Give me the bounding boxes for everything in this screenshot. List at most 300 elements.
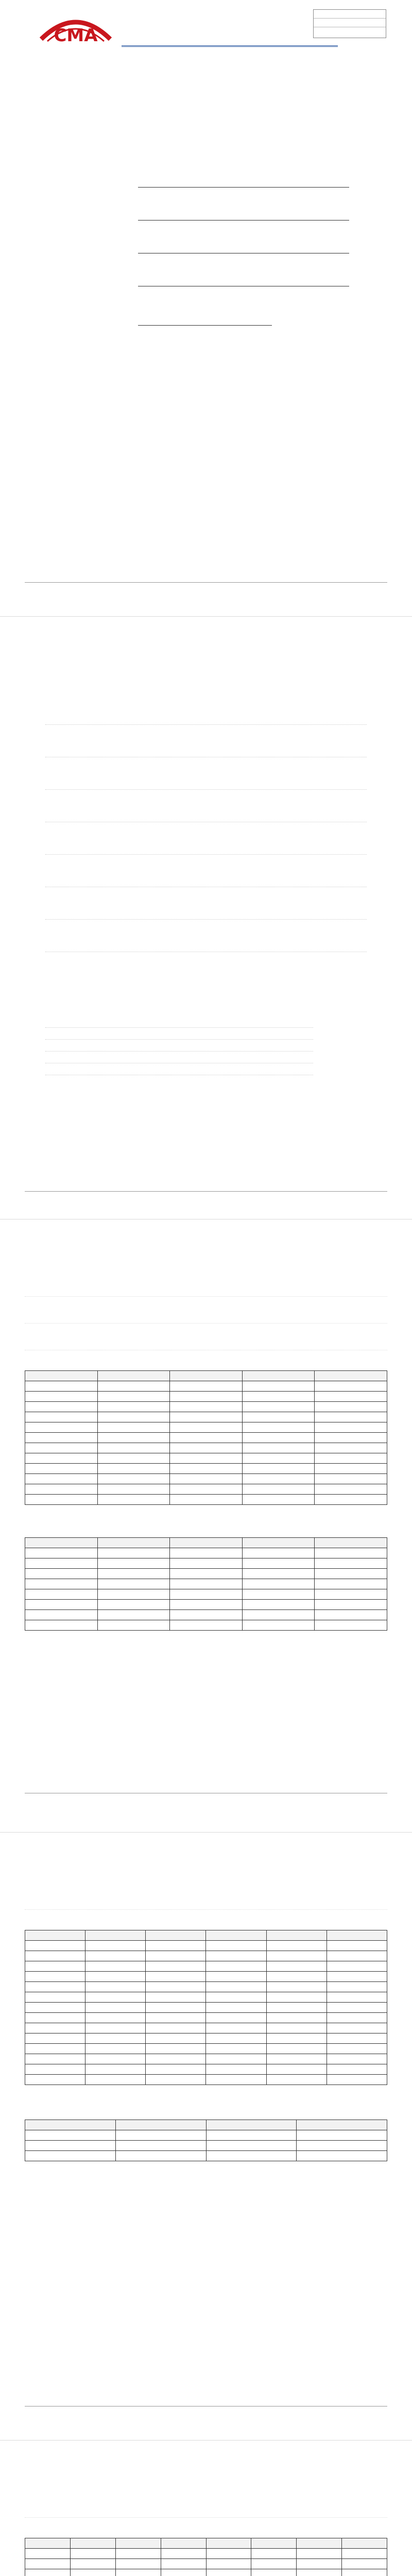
table-row (25, 1589, 387, 1600)
table-cell (161, 2569, 206, 2576)
table-cell (170, 1453, 243, 1464)
table-cell (327, 1972, 387, 1982)
table-cell (146, 1992, 206, 2003)
report-number-line (314, 27, 386, 36)
table-row (25, 1422, 387, 1433)
note-item (45, 799, 367, 822)
page-divider (0, 2440, 412, 2441)
table-cell (327, 2003, 387, 2013)
table-cell (170, 1392, 243, 1402)
table-cell (161, 2559, 206, 2569)
table-cell (315, 1548, 387, 1558)
table-row (25, 1620, 387, 1631)
table-cell (206, 2013, 266, 2023)
table-cell (170, 1402, 243, 1412)
table-cell (266, 2044, 327, 2054)
table-cell (97, 1433, 170, 1443)
table-cell (206, 1941, 266, 1951)
table-row (25, 1961, 387, 1972)
table-cell (25, 1402, 98, 1412)
table-cell (327, 2013, 387, 2023)
table-cell (315, 1600, 387, 1610)
table-cell (327, 2064, 387, 2075)
table-cell (25, 2033, 85, 2044)
results-table (25, 2538, 387, 2576)
table-cell (70, 2559, 115, 2569)
notes-title (25, 671, 387, 686)
table-cell (315, 1422, 387, 1433)
table-cell (170, 1422, 243, 1433)
table-cell (97, 1422, 170, 1433)
table-header-cell (242, 1371, 315, 1381)
table-cell (251, 2549, 297, 2559)
table-cell (97, 1610, 170, 1620)
table-row (25, 1558, 387, 1569)
table-row (25, 2559, 387, 2569)
table-cell (170, 1412, 243, 1422)
table-header-cell (206, 2120, 297, 2130)
table-caption (25, 1918, 387, 1927)
table-cell (25, 2549, 71, 2559)
table-row (25, 1443, 387, 1453)
table-cell (206, 2033, 266, 2044)
table-cell (315, 1484, 387, 1495)
table-cell (25, 1412, 98, 1422)
table-cell (25, 2141, 116, 2151)
table-cell (97, 1443, 170, 1453)
table-cell (206, 2130, 297, 2141)
table-row (25, 1941, 387, 1951)
table-cell (25, 1600, 98, 1610)
table-cell (242, 1620, 315, 1631)
table-cell (266, 1951, 327, 1961)
table-cell (25, 2003, 85, 2013)
table-cell (25, 1992, 85, 2003)
cover-field-client (61, 203, 349, 221)
table-cell (242, 1412, 315, 1422)
table-header-cell (206, 2538, 251, 2549)
table-cell (115, 2549, 161, 2559)
table-cell (327, 2033, 387, 2044)
table-cell (25, 1433, 98, 1443)
table-cell (170, 1558, 243, 1569)
table-header-cell (266, 1930, 327, 1941)
note-item (45, 864, 367, 887)
table-cell (242, 1433, 315, 1443)
table-cell (266, 2013, 327, 2023)
table-cell (170, 1579, 243, 1589)
table-cell (315, 1443, 387, 1453)
table-cell (206, 2559, 251, 2569)
table-cell (85, 2064, 146, 2075)
table-row (25, 2013, 387, 2023)
table-header-cell (97, 1371, 170, 1381)
report-number-line (314, 19, 386, 27)
issue-date (138, 312, 272, 326)
table-header-cell (25, 1930, 85, 1941)
page-footer (25, 582, 387, 591)
table-header-cell (251, 2538, 297, 2549)
table-row (25, 1433, 387, 1443)
note-item (45, 702, 367, 725)
table-cell (315, 1620, 387, 1631)
table-cell (170, 1600, 243, 1610)
cover-field-value (138, 239, 349, 253)
table-cell (85, 2075, 146, 2085)
table-cell (85, 1961, 146, 1972)
table-cell (242, 1422, 315, 1433)
cover-page (25, 0, 387, 598)
equipment-table (25, 1930, 387, 2085)
table-body (25, 2549, 387, 2576)
table-cell (146, 2075, 206, 2085)
table-cell (206, 2023, 266, 2033)
table-cell (97, 1474, 170, 1484)
table-cell (315, 1453, 387, 1464)
cover-field-value (138, 272, 349, 286)
table-cell (25, 1484, 98, 1495)
table-cell (242, 1474, 315, 1484)
table-cell (266, 2064, 327, 2075)
table-row (25, 2003, 387, 2013)
cover-field-project (61, 170, 349, 188)
table-header-cell (146, 1930, 206, 1941)
table-cell (266, 1982, 327, 1992)
section1-page (25, 1236, 387, 1814)
page-divider (0, 616, 412, 617)
report-title (25, 95, 387, 116)
table-row (25, 2549, 387, 2559)
table-cell (170, 1484, 243, 1495)
table-cell (297, 2559, 342, 2569)
table-header-cell (97, 1538, 170, 1548)
table-row (25, 1412, 387, 1422)
table-cell (327, 1982, 387, 1992)
table-header-cell (25, 2538, 71, 2549)
table-cell (25, 1548, 98, 1558)
table-cell (170, 1589, 243, 1600)
table-header-cell (70, 2538, 115, 2549)
notes-list (45, 702, 367, 961)
table-row (25, 1392, 387, 1402)
table-cell (25, 2151, 116, 2161)
table-cell (266, 2075, 327, 2085)
table-row (25, 1579, 387, 1589)
table-row (25, 1982, 387, 1992)
table-cell (315, 1412, 387, 1422)
table-header-cell (115, 2538, 161, 2549)
table-cell (242, 1610, 315, 1620)
table-header-cell (25, 1371, 98, 1381)
table-cell (206, 2151, 297, 2161)
table-header-cell (242, 1538, 315, 1548)
sample-info-table (25, 1370, 387, 1505)
table-header-cell (115, 2120, 206, 2130)
table-cell (327, 2023, 387, 2033)
table-row (25, 2054, 387, 2064)
table-cell (25, 1941, 85, 1951)
table-cell (242, 1589, 315, 1600)
table-cell (25, 2064, 85, 2075)
table-header-cell (161, 2538, 206, 2549)
table-cell (146, 2023, 206, 2033)
table-cell (25, 1464, 98, 1474)
method-table (25, 1537, 387, 1631)
table-caption (25, 2107, 387, 2116)
page-footer (25, 1793, 387, 1802)
table-caption (25, 1525, 387, 1534)
table-body (25, 2130, 387, 2161)
section-heading (25, 2478, 387, 2489)
table-cell (97, 1579, 170, 1589)
table-cell (25, 1972, 85, 1982)
table-cell (85, 2033, 146, 2044)
table-cell (25, 1951, 85, 1961)
table-cell (97, 1464, 170, 1474)
table-cell (85, 2003, 146, 2013)
table-header-row (25, 2120, 387, 2130)
table-cell (170, 1548, 243, 1558)
report-number-line (314, 10, 386, 19)
table-cell (85, 2013, 146, 2023)
table-cell (97, 1402, 170, 1412)
table-cell (242, 1579, 315, 1589)
contact-line (45, 1040, 313, 1052)
table-cell (242, 1548, 315, 1558)
table-cell (170, 1569, 243, 1579)
table-cell (146, 2064, 206, 2075)
table-cell (70, 2569, 115, 2576)
section2-page (25, 1850, 387, 2421)
table-row (25, 2033, 387, 2044)
table-cell (327, 2054, 387, 2064)
table-row (25, 1484, 387, 1495)
table-row (25, 2075, 387, 2085)
table-cell (85, 1992, 146, 2003)
table-cell (315, 1589, 387, 1600)
table-header-cell (170, 1538, 243, 1548)
table-cell (85, 2023, 146, 2033)
table-cell (242, 1402, 315, 1412)
note-item (45, 832, 367, 855)
table-cell (25, 2569, 71, 2576)
table-cell (266, 1961, 327, 1972)
table-cell (25, 1474, 98, 1484)
table-header-row (25, 1371, 387, 1381)
table-cell (342, 2549, 387, 2559)
table-cell (97, 1569, 170, 1579)
table-cell (115, 2151, 206, 2161)
table-row (25, 1474, 387, 1484)
table-cell (146, 1982, 206, 1992)
table-header-cell (315, 1538, 387, 1548)
table-header-cell (297, 2538, 342, 2549)
table-cell (315, 1579, 387, 1589)
table-cell (315, 1464, 387, 1474)
cma-logo-text: CMA (54, 25, 98, 46)
table-cell (327, 1941, 387, 1951)
table-cell (206, 2569, 251, 2576)
table-cell (342, 2559, 387, 2569)
table-row (25, 1548, 387, 1558)
table-header-row (25, 1538, 387, 1548)
table-row (25, 1464, 387, 1474)
report-number-box (313, 9, 386, 38)
table-cell (146, 1951, 206, 1961)
table-cell (146, 1961, 206, 1972)
table-cell (25, 1961, 85, 1972)
table-row (25, 2569, 387, 2576)
section-heading (25, 1257, 387, 1268)
page-footer (25, 1191, 387, 1200)
table-cell (242, 1569, 315, 1579)
table-cell (297, 2141, 387, 2151)
body-paragraph (25, 2495, 387, 2518)
table-cell (327, 1951, 387, 1961)
notes-page (25, 635, 387, 1201)
table-cell (251, 2559, 297, 2569)
table-row (25, 1402, 387, 1412)
table-cell (297, 2569, 342, 2576)
contact-line (45, 1028, 313, 1040)
table-cell (206, 1961, 266, 1972)
table-cell (97, 1600, 170, 1610)
table-cell (146, 2003, 206, 2013)
table-cell (170, 1610, 243, 1620)
table-cell (146, 1972, 206, 1982)
table-header-cell (315, 1371, 387, 1381)
table-header-cell (297, 2120, 387, 2130)
report-code (25, 124, 387, 133)
table-cell (115, 2130, 206, 2141)
table-cell (85, 1951, 146, 1961)
table-cell (315, 1495, 387, 1505)
table-cell (25, 1569, 98, 1579)
table-cell (242, 1558, 315, 1569)
table-cell (85, 2054, 146, 2064)
table-cell (25, 1558, 98, 1569)
table-cell (25, 2044, 85, 2054)
note-item (45, 767, 367, 790)
table-cell (170, 1474, 243, 1484)
table-cell (25, 2023, 85, 2033)
table-cell (251, 2569, 297, 2576)
body-paragraph (25, 1327, 387, 1350)
table-cell (206, 2064, 266, 2075)
table-row (25, 1600, 387, 1610)
table-cell (146, 2054, 206, 2064)
table-row (25, 1495, 387, 1505)
table-cell (97, 1392, 170, 1402)
table-cell (315, 1402, 387, 1412)
table-cell (115, 2141, 206, 2151)
table-cell (25, 2559, 71, 2569)
table-cell (327, 1992, 387, 2003)
table-body (25, 1548, 387, 1631)
table-row (25, 1381, 387, 1392)
table-cell (170, 1443, 243, 1453)
table-header-cell (327, 1930, 387, 1941)
table-cell (315, 1433, 387, 1443)
table-row (25, 2064, 387, 2075)
table-header-cell (206, 1930, 266, 1941)
table-cell (97, 1589, 170, 1600)
section3-page (25, 2458, 387, 2576)
table-cell (315, 1558, 387, 1569)
cover-field-type (61, 269, 349, 286)
table-header-cell (170, 1371, 243, 1381)
table-cell (242, 1600, 315, 1610)
table-cell (25, 1620, 98, 1631)
cma-certification-logo (37, 9, 114, 66)
table-cell (146, 1941, 206, 1951)
table-cell (161, 2549, 206, 2559)
table-cell (97, 1548, 170, 1558)
table-cell (25, 2075, 85, 2085)
table-cell (97, 1453, 170, 1464)
laboratory-name (122, 33, 338, 47)
table-caption (25, 1358, 387, 1367)
table-row (25, 2151, 387, 2161)
table-header-row (25, 1930, 387, 1941)
table-row (25, 2130, 387, 2141)
table-cell (315, 1569, 387, 1579)
table-cell (146, 2044, 206, 2054)
table-cell (70, 2549, 115, 2559)
table-header-row (25, 2538, 387, 2549)
table-cell (146, 2033, 206, 2044)
table-header-cell (85, 1930, 146, 1941)
table-cell (327, 2044, 387, 2054)
table-cell (146, 2013, 206, 2023)
table-cell (206, 2003, 266, 2013)
table-cell (85, 1982, 146, 1992)
table-cell (25, 1443, 98, 1453)
table-cell (266, 1992, 327, 2003)
table-body (25, 1381, 387, 1505)
table-cell (242, 1392, 315, 1402)
table-cell (242, 1484, 315, 1495)
table-cell (206, 2044, 266, 2054)
table-cell (97, 1558, 170, 1569)
table-cell (266, 1972, 327, 1982)
table-cell (25, 1495, 98, 1505)
table-row (25, 1951, 387, 1961)
table-cell (85, 1972, 146, 1982)
body-paragraph (25, 1887, 387, 1910)
table-cell (206, 1992, 266, 2003)
table-cell (242, 1464, 315, 1474)
table-row (25, 1610, 387, 1620)
table-cell (242, 1443, 315, 1453)
table-cell (297, 2549, 342, 2559)
table-cell (25, 2013, 85, 2023)
table-cell (25, 2130, 116, 2141)
table-cell (25, 1610, 98, 1620)
cover-field-value (138, 173, 349, 188)
table-cell (266, 2023, 327, 2033)
table-cell (170, 1381, 243, 1392)
note-item (45, 929, 367, 952)
table-cell (97, 1495, 170, 1505)
table-cell (315, 1610, 387, 1620)
table-cell (115, 2559, 161, 2569)
table-body (25, 1941, 387, 2085)
table-cell (25, 1392, 98, 1402)
table-cell (242, 1453, 315, 1464)
table-cell (266, 1941, 327, 1951)
table-cell (242, 1381, 315, 1392)
